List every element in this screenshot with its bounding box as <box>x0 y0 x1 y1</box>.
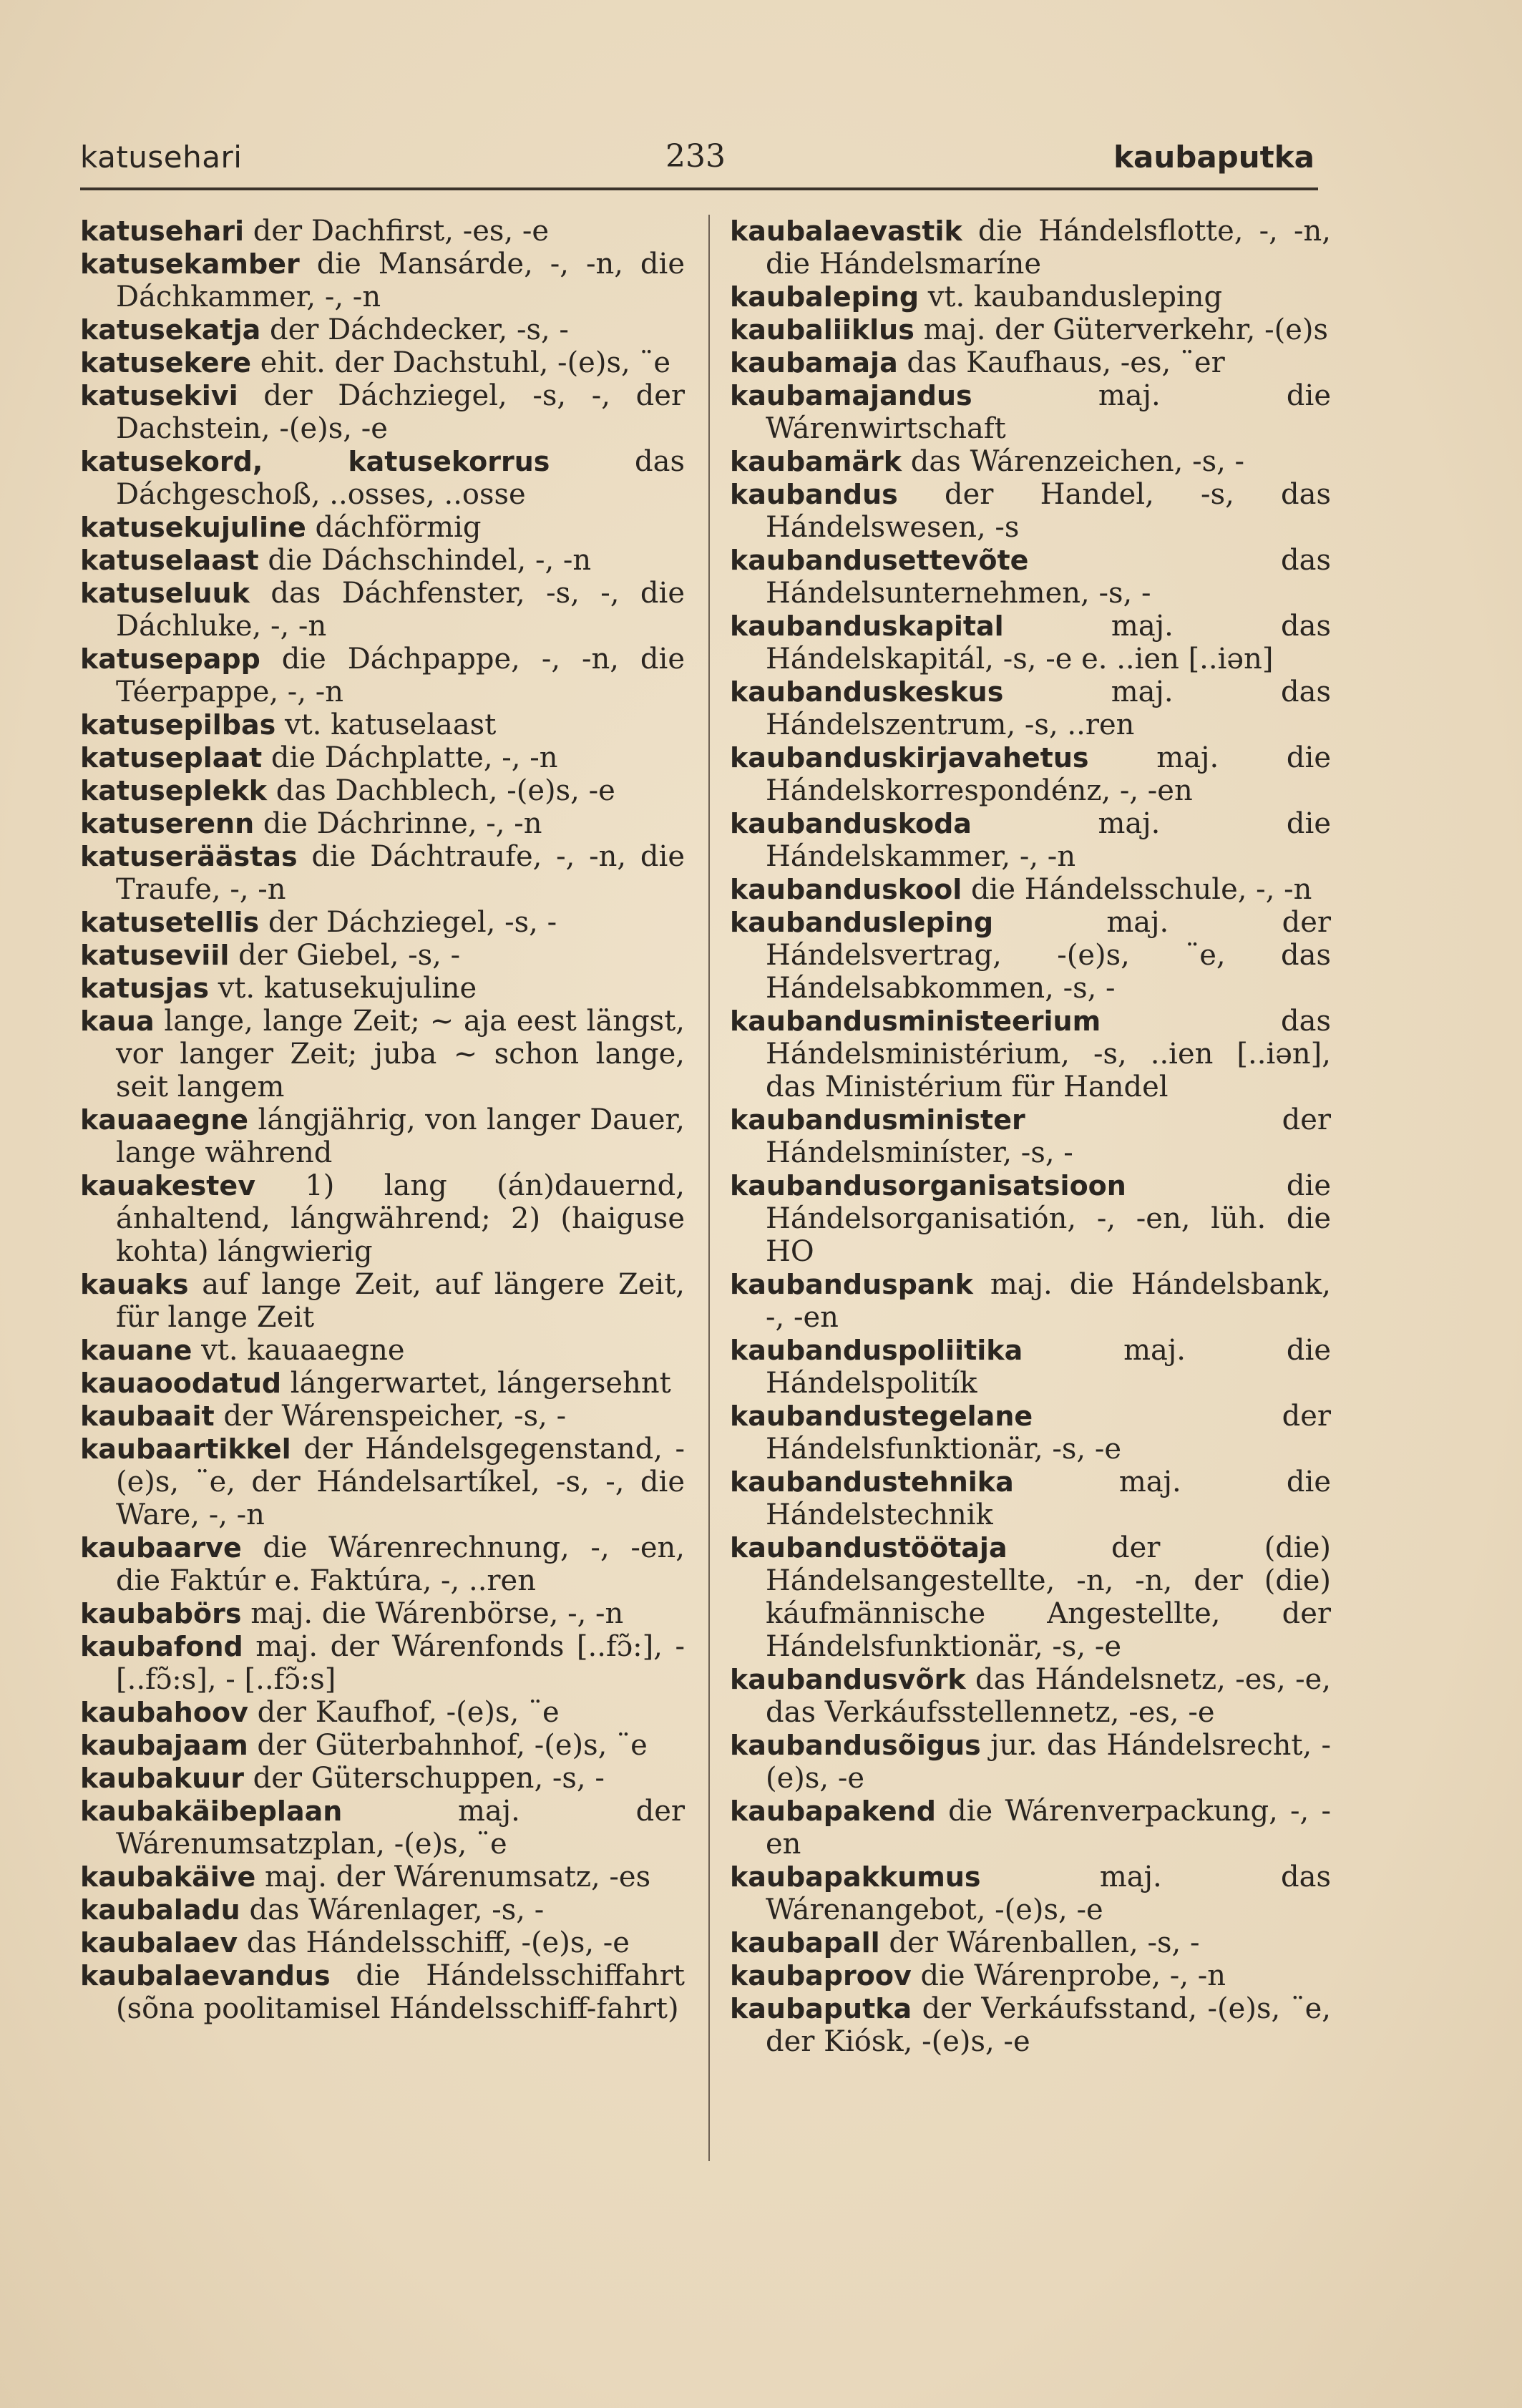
dictionary-entry <box>80 1334 685 1367</box>
entry-definition: der Wárenballen, -s, - <box>879 1926 1200 1959</box>
entry-definition: maj. die Hándelskammer, -, -n <box>766 807 1331 873</box>
entry-definition: maj. der Wárenfonds [..fɔ̃:], - [..fɔ̃:s], - [..fɔ̃:s] <box>116 1630 685 1696</box>
dictionary-entry <box>730 873 1331 906</box>
dictionary-entry <box>80 313 685 346</box>
entry-headword: kaubamaja <box>730 347 898 379</box>
entry-headword: kaubandusleping <box>730 907 994 938</box>
dictionary-entry <box>80 1367 685 1400</box>
entry-definition: maj. der Güterverkehr, -(e)s <box>914 313 1329 346</box>
running-head <box>0 132 1522 190</box>
entry-definition: dáchförmig <box>306 511 482 544</box>
dictionary-entry <box>730 1400 1331 1466</box>
entry-headword: katusetellis <box>80 907 260 938</box>
entry-definition: maj. der Wárenumsatz, -es <box>255 1861 651 1893</box>
entry-definition: die Hándelsorganisatión, -, -en, lüh. die HO <box>766 1169 1331 1268</box>
page-number: 233 <box>665 138 726 175</box>
entry-definition: das Hándelsnetz, -es, -e, das Verkáufsstellennetz, -es, -e <box>766 1663 1331 1729</box>
dictionary-entry <box>80 906 685 939</box>
dictionary-entry <box>80 445 685 511</box>
entry-headword: kaubalaevastik <box>730 215 962 247</box>
dictionary-entry <box>730 676 1331 741</box>
dictionary-entry <box>80 511 685 544</box>
dictionary-entry <box>730 741 1331 807</box>
dictionary-entry <box>80 215 685 248</box>
entry-definition: maj. die Hándelspolitík <box>766 1334 1331 1400</box>
entry-definition: maj. der Wárenumsatzplan, -(e)s, ¨e <box>116 1795 685 1861</box>
entry-definition: maj. die Hándelskorrespondénz, -, -en <box>766 741 1331 807</box>
dictionary-entry <box>730 1959 1331 1992</box>
entry-definition: maj. der Hándelsvertrag, -(e)s, ¨e, das Hándelsabkommen, -s, - <box>766 906 1331 1005</box>
entry-headword: kaubaartikkel <box>80 1433 291 1465</box>
entry-headword: kaubafond <box>80 1631 243 1662</box>
dictionary-entry <box>80 1861 685 1893</box>
entry-headword: kauaaegne <box>80 1104 249 1136</box>
entry-headword: kaua <box>80 1005 155 1037</box>
dictionary-entry <box>80 1696 685 1729</box>
entry-headword: katusehari <box>80 215 244 247</box>
entry-definition: der Dachfirst, -es, -e <box>243 215 550 248</box>
dictionary-entry <box>80 577 685 643</box>
entry-definition: die Dáchpappe, -, -n, die Téerpappe, -, -n <box>116 643 685 708</box>
dictionary-entry <box>80 774 685 807</box>
dictionary-entry <box>80 1169 685 1268</box>
entry-definition: auf lange Zeit, auf längere Zeit, für lange Zeit <box>116 1268 685 1334</box>
entry-headword: kaubaproov <box>730 1960 912 1992</box>
entry-definition: maj. die Wárenwirtschaft <box>766 379 1331 445</box>
entry-definition: maj. die Hándelstechnik <box>766 1466 1331 1531</box>
entry-headword: kauakestev <box>80 1170 255 1201</box>
entry-headword: kaubandus <box>730 479 898 510</box>
entry-definition: vt. kaubandusleping <box>919 281 1223 313</box>
entry-headword: kaubanduspoliitika <box>730 1335 1023 1366</box>
entry-definition: das Dáchfenster, -s, -, die Dáchluke, -, -n <box>116 577 685 643</box>
entry-headword: katusjas <box>80 973 210 1004</box>
dictionary-entry <box>730 544 1331 610</box>
dictionary-entry <box>80 1268 685 1334</box>
entry-definition: das Hándelsschiff, -(e)s, -e <box>238 1926 630 1959</box>
entry-definition: der Hándelsfunktionär, -s, -e <box>766 1400 1331 1466</box>
entry-definition: die Dáchplatte, -, -n <box>262 741 558 774</box>
entry-headword: kaubalaev <box>80 1927 238 1959</box>
entry-headword: kaubakuur <box>80 1763 244 1794</box>
entry-definition: das Kaufhaus, -es, ¨er <box>897 346 1225 379</box>
dictionary-entry <box>730 1531 1331 1663</box>
entry-headword: katuseplaat <box>80 742 263 774</box>
entry-definition: der Verkáufsstand, -(e)s, ¨e, der Kiósk, -(e)s, -e <box>766 1992 1331 2058</box>
entry-definition: der Dáchziegel, -s, -, der Dachstein, -(e)s, -e <box>116 379 685 445</box>
dictionary-entry <box>80 972 685 1005</box>
entry-headword: kaubandusministeerium <box>730 1005 1101 1037</box>
column-divider <box>708 215 710 2161</box>
entry-definition: der Hándelsgegenstand, -(e)s, ¨e, der Hándelsartíkel, -s, -, die Ware, -, -n <box>116 1433 685 1531</box>
entry-headword: kaubanduspank <box>730 1269 973 1300</box>
dictionary-entry <box>80 1005 685 1103</box>
entry-headword: kaubakäive <box>80 1861 256 1893</box>
entry-definition: der Giebel, -s, - <box>229 939 461 972</box>
entry-definition: 1) lang (án)dauernd, ánhaltend, lángwährend; 2) (haiguse kohta) lángwierig <box>116 1169 685 1268</box>
entry-definition: lángjährig, von langer Dauer, lange während <box>116 1103 685 1169</box>
dictionary-entry <box>80 741 685 774</box>
entry-headword: kaubandusorganisatsioon <box>730 1170 1126 1201</box>
dictionary-entry <box>730 610 1331 676</box>
entry-definition: jur. das Hándelsrecht, -(e)s, -e <box>766 1729 1331 1795</box>
entry-headword: kaubandustegelane <box>730 1400 1033 1432</box>
dictionary-entry <box>80 1433 685 1531</box>
entry-definition: das Hándelsunternehmen, -s, - <box>766 544 1331 610</box>
entry-headword: kaubaladu <box>80 1894 240 1926</box>
dictionary-entry <box>80 248 685 313</box>
left-guide-word: katusehari <box>80 140 243 175</box>
dictionary-entry <box>80 643 685 708</box>
dictionary-entry <box>730 807 1331 873</box>
entry-definition: maj. die Hándelsbank, -, -en <box>766 1268 1331 1334</box>
entry-headword: katusekatja <box>80 314 261 346</box>
dictionary-entry <box>730 1466 1331 1531</box>
entry-definition: das Dachblech, -(e)s, -e <box>267 774 615 807</box>
dictionary-entry <box>730 1005 1331 1103</box>
entry-definition: lange, lange Zeit; ~ aja eest längst, vor langer Zeit; juba ~ schon lange, seit langem <box>116 1005 685 1103</box>
entry-headword: kaubaait <box>80 1400 215 1432</box>
entry-headword: kaubakäibeplaan <box>80 1795 343 1827</box>
right-guide-word: kaubaputka <box>1113 140 1314 175</box>
entry-definition: der Kaufhof, -(e)s, ¨e <box>248 1696 560 1729</box>
entry-definition: der Dáchdecker, -s, - <box>260 313 569 346</box>
entry-headword: katuseplekk <box>80 775 268 806</box>
entry-headword: katuseviil <box>80 940 230 971</box>
entry-headword: kaubandusõigus <box>730 1730 981 1761</box>
entry-headword: kaubanduskapital <box>730 610 1004 642</box>
entry-headword: katusepapp <box>80 643 260 675</box>
entry-definition: die Wárenverpackung, -, -en <box>766 1795 1331 1861</box>
dictionary-entry <box>730 313 1331 346</box>
dictionary-entry <box>730 1729 1331 1795</box>
entry-definition: die Dáchrinne, -, -n <box>254 807 542 840</box>
entry-headword: kaubanduskirjavahetus <box>730 742 1089 774</box>
dictionary-entry <box>730 1795 1331 1861</box>
dictionary-entry <box>80 379 685 445</box>
entry-headword: katusekivi <box>80 380 238 411</box>
dictionary-entry <box>80 1959 685 2025</box>
dictionary-entry <box>730 1334 1331 1400</box>
entry-headword: kauane <box>80 1335 192 1366</box>
entry-definition: die Dáchtraufe, -, -n, die Traufe, -, -n <box>116 840 685 906</box>
entry-headword: kauaks <box>80 1269 189 1300</box>
dictionary-entry <box>730 1268 1331 1334</box>
dictionary-entry <box>80 1597 685 1630</box>
entry-headword: kaubalaevandus <box>80 1960 331 1992</box>
entry-headword: katusekamber <box>80 248 300 280</box>
entry-headword: kauaoodatud <box>80 1368 282 1399</box>
entry-headword: kaubaleping <box>730 281 919 313</box>
entry-headword: kaubahoov <box>80 1697 248 1728</box>
entry-headword: kaubanduskeskus <box>730 676 1004 708</box>
entry-definition: die Hándelsschule, -, -n <box>962 873 1312 906</box>
dictionary-entry <box>730 906 1331 1005</box>
dictionary-entry <box>80 708 685 741</box>
entry-definition: die Hándelsschiffahrt (sõna poolitamisel Hándelsschiff-fahrt) <box>116 1959 685 2025</box>
entry-headword: katusekord, katusekorrus <box>80 446 550 477</box>
dictionary-entry <box>80 1103 685 1169</box>
entry-headword: kaubandusminister <box>730 1104 1025 1136</box>
dictionary-entry <box>80 939 685 972</box>
dictionary-entry <box>80 1893 685 1926</box>
dictionary-entry <box>730 1861 1331 1926</box>
entry-definition: die Mansárde, -, -n, die Dáchkammer, -, -n <box>116 248 685 313</box>
entry-headword: kaubanduskoda <box>730 808 972 839</box>
entry-definition: maj. das Hándelszentrum, -s, ..ren <box>766 676 1331 741</box>
entry-definition: die Dáchschindel, -, -n <box>258 544 592 577</box>
entry-definition: der Güterbahnhof, -(e)s, ¨e <box>248 1729 648 1762</box>
entry-headword: kaubandusvõrk <box>730 1664 966 1695</box>
entry-definition: vt. katusekujuline <box>209 972 477 1005</box>
entry-definition: das Wárenzeichen, -s, - <box>902 445 1245 478</box>
entry-headword: katusepilbas <box>80 709 276 741</box>
entry-definition: vt. katuselaast <box>275 708 497 741</box>
dictionary-entry <box>730 478 1331 544</box>
dictionary-entry <box>80 1795 685 1861</box>
entry-definition: die Wárenrechnung, -, -en, die Faktúr e. Faktúra, -, ..ren <box>116 1531 685 1597</box>
dictionary-entry <box>730 1663 1331 1729</box>
entry-headword: kaubanduskool <box>730 874 962 905</box>
entry-headword: kaubamärk <box>730 446 902 477</box>
entry-headword: kaubapakend <box>730 1795 936 1827</box>
dictionary-entry <box>730 281 1331 313</box>
entry-headword: kaubapall <box>730 1927 880 1959</box>
entry-definition: das Hándelsministérium, -s, ..ien [..iən], das Ministérium für Handel <box>766 1005 1331 1103</box>
entry-definition: maj. das Wárenangebot, -(e)s, -e <box>766 1861 1331 1926</box>
entry-headword: kaubaliiklus <box>730 314 914 346</box>
entry-headword: katuserenn <box>80 808 255 839</box>
entry-headword: kaubapakkumus <box>730 1861 981 1893</box>
entry-definition: lángerwartet, lángersehnt <box>281 1367 671 1400</box>
dictionary-entry <box>80 346 685 379</box>
entry-headword: kaubamajandus <box>730 380 972 411</box>
dictionary-entry <box>80 1729 685 1762</box>
entry-headword: katusekere <box>80 347 252 379</box>
entry-definition: der (die) Hándelsangestellte, -n, -n, der (die) káufmännische Angestellte, der Hándelsfunktionär, -s, -e <box>766 1531 1331 1663</box>
entry-definition: das Dáchgeschoß, ..osses, ..osse <box>116 445 685 511</box>
entry-definition: der Güterschuppen, -s, - <box>243 1762 605 1795</box>
entry-headword: kaubabörs <box>80 1598 242 1629</box>
entry-headword: katuselaast <box>80 545 259 576</box>
entry-definition: ehit. der Dachstuhl, -(e)s, ¨e <box>251 346 671 379</box>
entry-definition: die Wárenprobe, -, -n <box>911 1959 1226 1992</box>
entry-headword: kaubaarve <box>80 1532 242 1564</box>
dictionary-entry <box>730 379 1331 445</box>
dictionary-entry <box>80 807 685 840</box>
right-column <box>730 215 1331 2058</box>
entry-headword: katusekujuline <box>80 512 306 543</box>
entry-headword: kaubandustöötaja <box>730 1532 1008 1564</box>
dictionary-entry <box>730 1103 1331 1169</box>
dictionary-entry <box>730 445 1331 478</box>
header-rule <box>80 187 1318 190</box>
entry-definition: das Wárenlager, -s, - <box>240 1893 545 1926</box>
entry-headword: kaubaputka <box>730 1993 912 2024</box>
dictionary-entry <box>80 1630 685 1696</box>
left-column <box>80 215 685 2025</box>
entry-definition: der Handel, -s, das Hándelswesen, -s <box>766 478 1331 544</box>
dictionary-entry <box>80 1926 685 1959</box>
dictionary-entry <box>80 1762 685 1795</box>
entry-headword: kaubandustehnika <box>730 1466 1014 1498</box>
dictionary-entry <box>80 1400 685 1433</box>
entry-definition: der Dáchziegel, -s, - <box>259 906 557 939</box>
entry-headword: kaubajaam <box>80 1730 248 1761</box>
dictionary-entry <box>80 1531 685 1597</box>
entry-headword: katuseräästas <box>80 841 298 872</box>
dictionary-entry <box>730 1169 1331 1268</box>
entry-headword: katuseluuk <box>80 577 250 609</box>
dictionary-entry <box>730 1992 1331 2058</box>
entry-definition: vt. kauaaegne <box>192 1334 405 1367</box>
entry-definition: der Wárenspeicher, -s, - <box>214 1400 567 1433</box>
entry-definition: maj. das Hándelskapitál, -s, -e e. ..ien [..iən] <box>766 610 1331 676</box>
dictionary-entry <box>730 346 1331 379</box>
entry-definition: die Hándelsflotte, -, -n, die Hándelsmaríne <box>766 215 1331 281</box>
dictionary-entry <box>730 215 1331 281</box>
dictionary-entry <box>80 544 685 577</box>
entry-definition: der Hándelsminíster, -s, - <box>766 1103 1331 1169</box>
dictionary-entry <box>730 1926 1331 1959</box>
entry-headword: kaubandusettevõte <box>730 545 1029 576</box>
dictionary-entry <box>80 840 685 906</box>
entry-definition: maj. die Wárenbörse, -, -n <box>241 1597 624 1630</box>
